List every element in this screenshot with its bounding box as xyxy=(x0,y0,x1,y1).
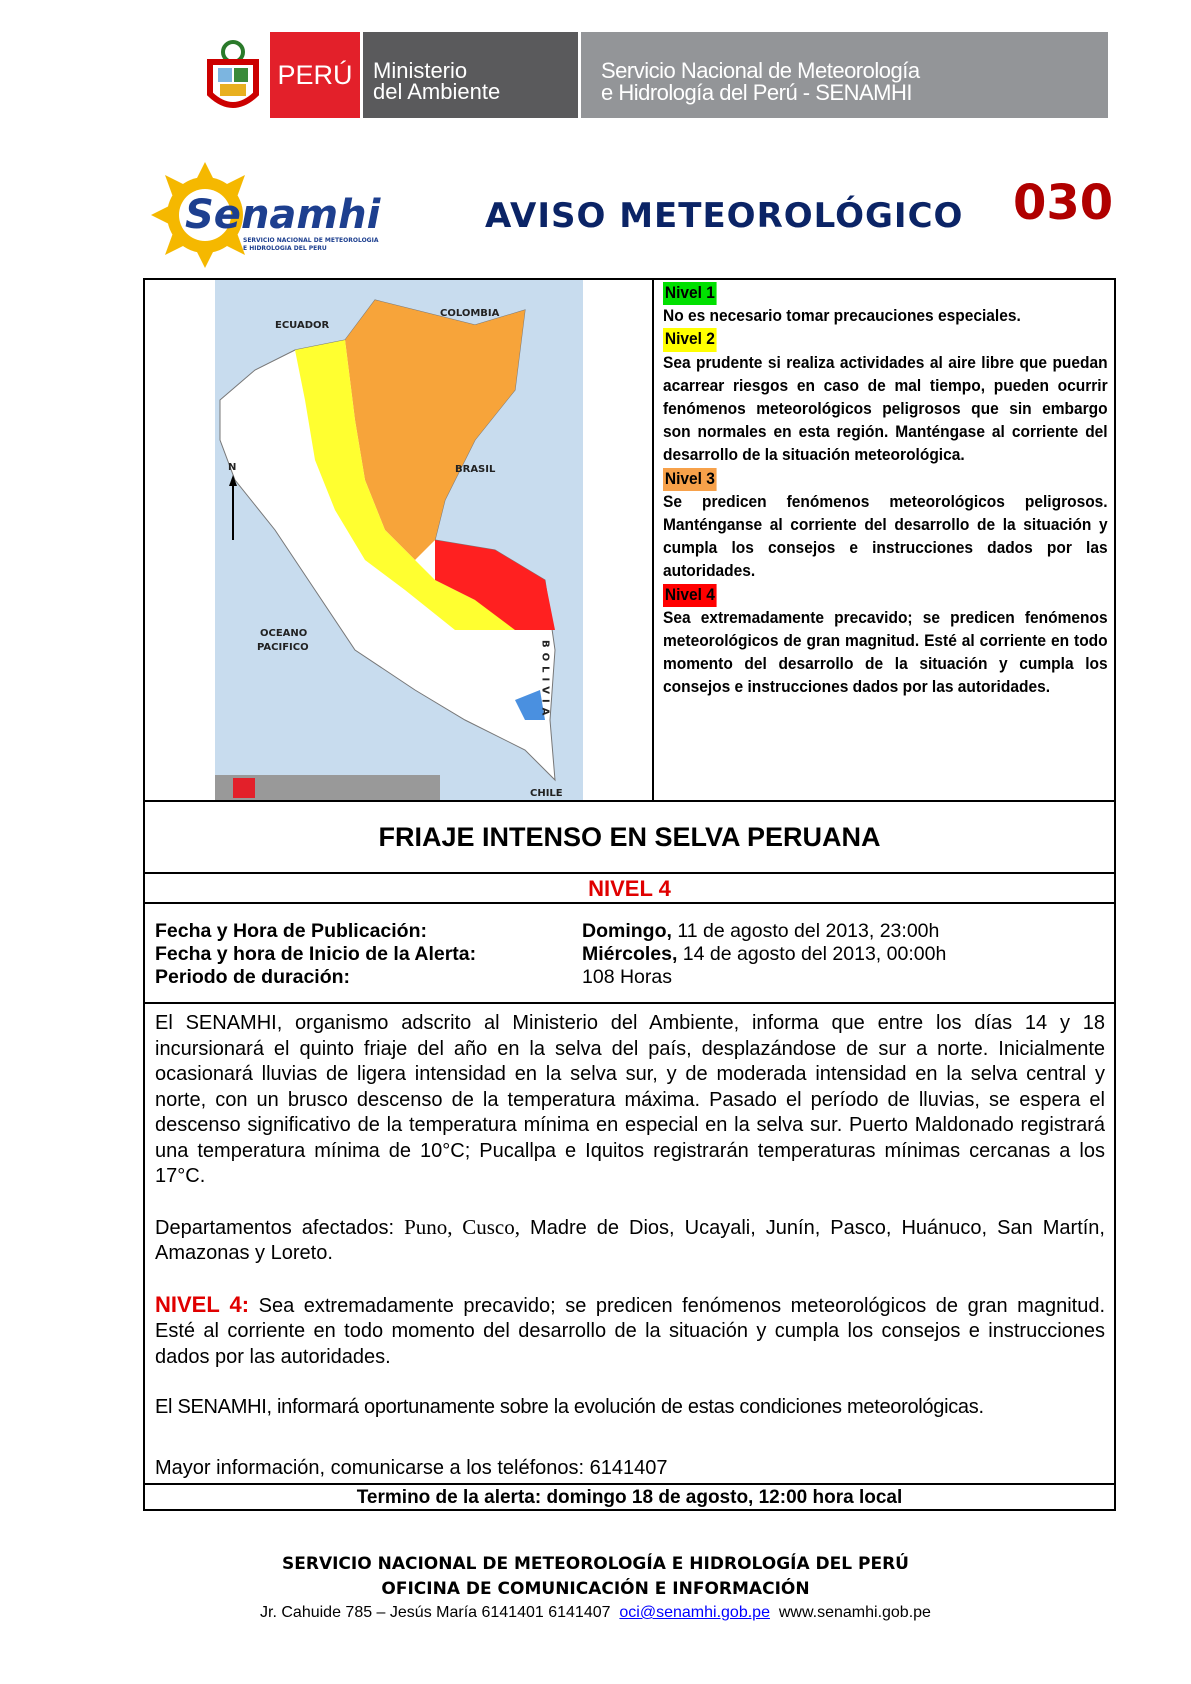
svg-text:Senamhi: Senamhi xyxy=(185,192,381,238)
level-1-tag: Nivel 1 xyxy=(663,282,717,305)
coat-of-arms-icon xyxy=(198,32,268,118)
level-3-text: Se predicen fenómenos meteorológicos peligrosos. Manténganse al corriente del desarrollo de la situación y cumpla los consejos e instrucciones dados por las autoridades. xyxy=(663,492,1108,581)
dept-rest: Madre de Dios, Ucayali, Junín, Pasco, Huánuco, San Martín, Amazonas y Loreto. xyxy=(155,1216,1110,1264)
document-title: AVISO METEOROLÓGICO xyxy=(485,196,964,236)
phone-info: Mayor información, comunicarse a los teléfonos: 6141407 xyxy=(155,1457,668,1479)
info-key: Fecha y Hora de Publicación: xyxy=(155,920,427,942)
service-line2: e Hidrología del Perú - SENAMHI xyxy=(601,80,912,105)
nivel-text: Sea extremadamente precavido; se predicen fenómenos meteorológicos de gran magnitud. Esté al corriente en todo momento del desarrollo de la situación y cumpla los consejos e instrucciones dados por las autoridades. xyxy=(155,1294,1111,1368)
level-4-text: Sea extremadamente precavido; se predicen fenómenos meteorológicos de gran magnitud. Esté al corriente en todo momento del desarrollo de la situación y cumpla los consejos e instrucciones dados por las autoridades. xyxy=(663,608,1108,697)
alert-end: Termino de la alerta: domingo 18 de agosto, 12:00 hora local xyxy=(145,1483,1114,1509)
senamhi-logo xyxy=(145,160,445,270)
level-paragraph xyxy=(155,1291,1111,1371)
peru-label: PERÚ xyxy=(270,32,360,118)
headline: FRIAJE INTENSO EN SELVA PERUANA xyxy=(145,802,1114,874)
service-line1: Servicio Nacional de Meteorología xyxy=(601,58,920,83)
divider xyxy=(652,280,654,800)
label-oceano: OCEANO xyxy=(260,628,308,639)
info-value: 11 de agosto del 2013, 23:00h xyxy=(671,920,940,942)
level-1-text: No es necesario tomar precauciones especiales. xyxy=(663,307,1021,326)
peru-warning-map xyxy=(215,280,583,800)
level-3-tag: Nivel 3 xyxy=(663,468,717,491)
map-legend-row xyxy=(145,280,1114,802)
svg-text:SERVICIO NACIONAL DE METEOROLO: SERVICIO NACIONAL DE METEOROLOGIA xyxy=(243,237,379,244)
level-legend xyxy=(663,282,1108,700)
ministry-label xyxy=(363,32,578,118)
info-key: Fecha y hora de Inicio de la Alerta: xyxy=(155,943,477,965)
footer-address: Jr. Cahuide 785 – Jesús María 6141401 6141407 xyxy=(260,1604,611,1621)
level-2-tag: Nivel 2 xyxy=(663,328,717,351)
notice-body xyxy=(155,1011,1111,1446)
label-colombia: COLOMBIA xyxy=(440,308,500,319)
label-brasil: BRASIL xyxy=(455,464,496,475)
footer-website[interactable]: www.senamhi.gob.pe xyxy=(778,1604,931,1621)
north-label: N xyxy=(228,462,237,473)
footer-line2: OFICINA DE COMUNICACIÓN E INFORMACIÓN xyxy=(381,1579,810,1599)
body-paragraph: El SENAMHI, organismo adscrito al Ministerio del Ambiente, informa que entre los días 14 y 18 incursionará el quinto friaje del año en la selva del país, desplazándose de sur a norte. Inicialmente ocasionará lluvias de ligera intensidad en la selva sur, y de moderada intensidad en la selva central y norte, con un brusco descenso de la temperatura máxima. Pasado el período de lluvias, se espera el descenso significativo de la temperatura mínima en especial en la selva sur. Puerto Maldonado registrará una temperatura mínima de 10°C; Pucallpa e Iquitos registrarán temperaturas mínimas cercanas a los 17°C. xyxy=(155,1012,1105,1187)
alert-info xyxy=(145,904,1114,1004)
info-value: 108 Horas xyxy=(582,966,672,988)
government-header xyxy=(198,32,1108,118)
label-chile: CHILE xyxy=(530,788,563,799)
info-value: 14 de agosto del 2013, 00:00h xyxy=(677,943,947,965)
svg-text:E HIDROLOGIA DEL PERU: E HIDROLOGIA DEL PERU xyxy=(243,245,327,252)
dept-serif: Puno, Cusco, xyxy=(404,1214,520,1239)
closing-paragraph: El SENAMHI, informará oportunamente sobre la evolución de estas condiciones meteorológicas. xyxy=(155,1396,984,1418)
label-pacifico: PACIFICO xyxy=(257,642,309,653)
ministry-line2: del Ambiente xyxy=(373,79,501,104)
label-ecuador: ECUADOR xyxy=(275,320,330,331)
notice-number: 030 xyxy=(1013,175,1114,231)
ministry-line1: Ministerio xyxy=(373,58,468,83)
info-day: Miércoles, xyxy=(582,943,678,965)
footer xyxy=(0,1552,1191,1622)
level-4-tag: Nivel 4 xyxy=(663,584,717,607)
departments-paragraph xyxy=(155,1214,1110,1267)
info-day: Domingo, xyxy=(582,920,672,942)
label-bolivia: BOLIVIA xyxy=(539,640,551,721)
level-2-text: Sea prudente si realiza actividades al aire libre que puedan acarrear riesgos en caso de mal tiempo, pueden ocurrir fenómenos meteorológicos peligrosos que sin embargo son normales en esta región. Manténgase al corriente del desarrollo de la situación meteorológica. xyxy=(663,353,1108,465)
alert-level: NIVEL 4 xyxy=(145,874,1114,904)
footer-line1: SERVICIO NACIONAL DE METEOROLOGÍA E HIDROLOGÍA DEL PERÚ xyxy=(282,1554,909,1574)
notice-table xyxy=(143,278,1116,1511)
footer-email-link[interactable]: oci@senamhi.gob.pe xyxy=(619,1604,770,1621)
info-key: Periodo de duración: xyxy=(155,966,351,988)
nivel-label: NIVEL 4: xyxy=(155,1291,250,1317)
footer-contact xyxy=(0,1604,1191,1622)
dept-prefix: Departamentos afectados: xyxy=(155,1216,405,1239)
service-label xyxy=(581,32,1108,118)
